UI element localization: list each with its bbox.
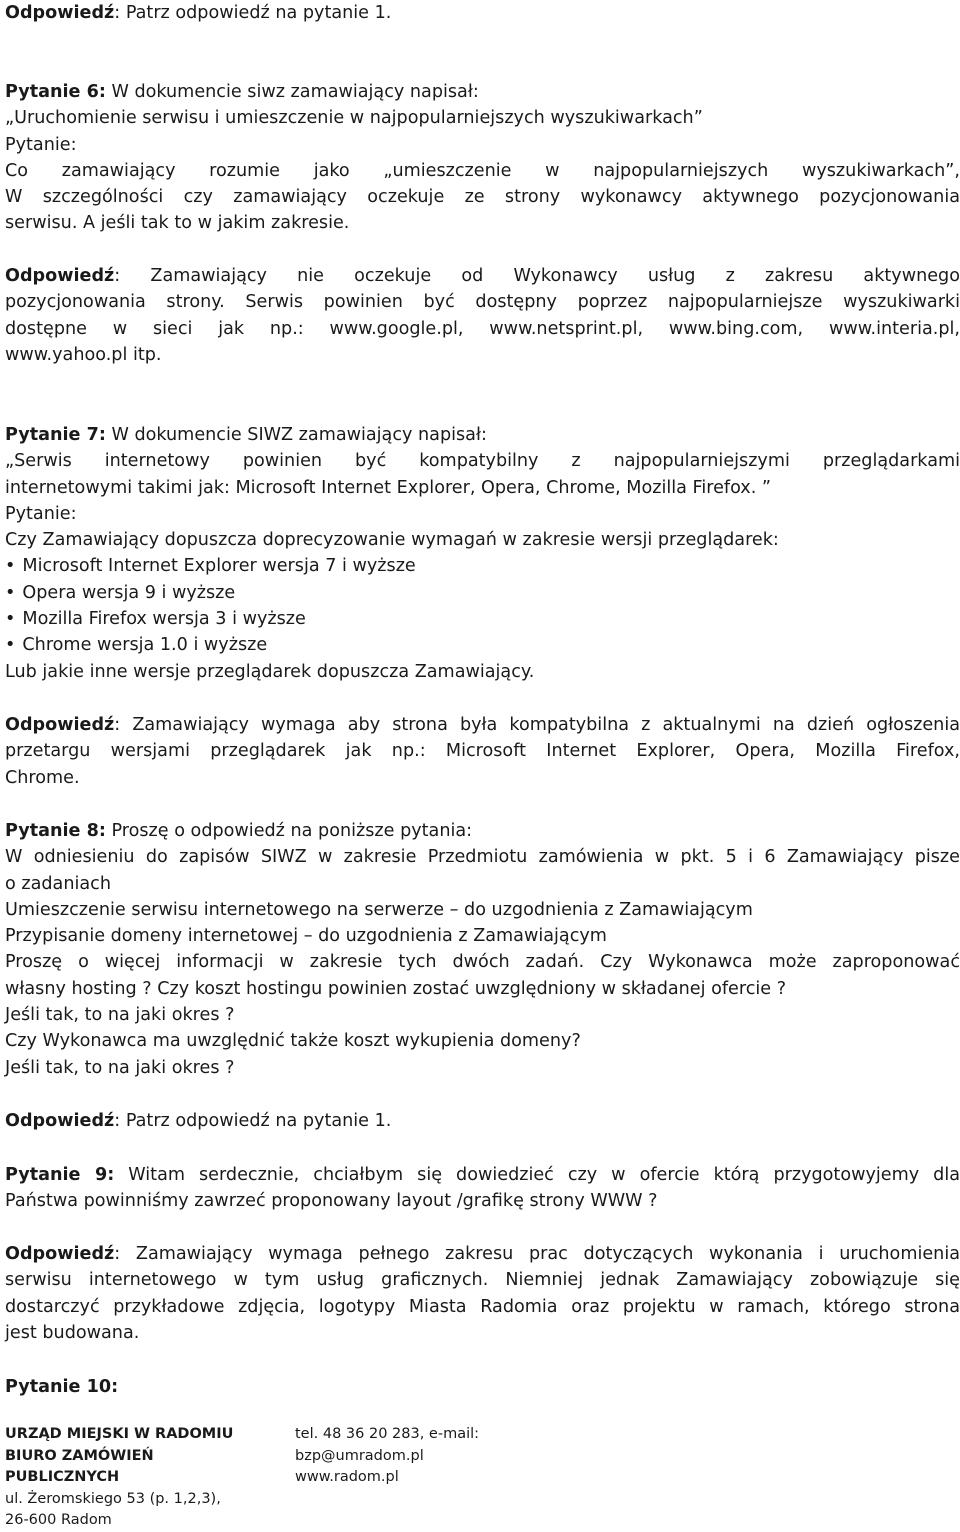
question-quote: „Uruchomienie serwisu i umieszczenie w najpopularniejszych wyszukiwarkach” (5, 108, 703, 129)
question-line: Witam serdecznie, chciałbym się dowiedzieć czy w ofercie którą przygotowyjemy dla (114, 1165, 960, 1185)
question-line: Umieszczenie serwisu internetowego na serwerze – do uzgodnienia z Zamawiającym (5, 899, 753, 920)
question-intro: Proszę o odpowiedź na poniższe pytania: (105, 821, 473, 841)
answer-line: jest budowana. (5, 1322, 140, 1343)
answer-line: : Zamawiający wymaga pełnego zakresu prac dotyczących wykonania i uruchomienia (114, 1244, 960, 1264)
answer-label: Odpowiedź (5, 715, 115, 735)
answer-line: : Zamawiający wymaga aby strona była kompatybilna z aktualnymi na dzień ogłoszenia (114, 715, 960, 735)
list-item: • Mozilla Firefox wersja 3 i wyższe (5, 606, 960, 632)
answer-label: Odpowiedź (5, 266, 115, 286)
question-line: Czy Wykonawca ma uwzględnić także koszt wykupienia domeny? (5, 1031, 581, 1052)
answer-6 (5, 263, 960, 368)
question-8 (5, 818, 960, 1081)
answer-line: : Patrz odpowiedź na pytanie 1. (114, 1111, 392, 1131)
top-answer (5, 0, 960, 26)
answer-label: Odpowiedź (5, 1111, 115, 1131)
question-label: Pytanie 7: (5, 425, 106, 445)
question-7 (5, 422, 960, 685)
answer-8 (5, 1108, 960, 1134)
answer-line: Chrome. (5, 767, 80, 788)
email-link[interactable]: bzp@umradom.pl (295, 1447, 424, 1464)
pytanie-label: Pytanie: (5, 503, 77, 524)
list-item: • Opera wersja 9 i wyższe (5, 580, 960, 606)
question-9 (5, 1162, 960, 1215)
question-label: Pytanie 9: (5, 1165, 115, 1185)
answer-line: serwisu internetowego w tym usług graficznych. Niemniej jednak Zamawiający zobowiązuje się (5, 1270, 960, 1291)
question-line: o zadaniach (5, 873, 111, 894)
org-dept: PUBLICZNYCH (5, 1469, 120, 1486)
phone: tel. 48 36 20 283, e-mail: (295, 1426, 480, 1442)
question-line: Jeśli tak, to na jaki okres ? (5, 1005, 235, 1026)
answer-label: Odpowiedź (5, 3, 115, 23)
answer-line: www.yahoo.pl itp. (5, 344, 162, 365)
footer-contact (295, 1424, 595, 1489)
answer-line: dostarczyć przykładowe zdjęcia, logotypy Miasta Radomia oraz projektu w ramach, którego strona (5, 1296, 960, 1317)
org-name: URZĄD MIEJSKI W RADOMIU (5, 1426, 234, 1442)
footer-address (5, 1424, 265, 1532)
question-intro: W dokumencie siwz zamawiający napisał: (105, 82, 479, 102)
question-line: Państwa powinniśmy zawrzeć proponowany layout /grafikę strony WWW ? (5, 1191, 658, 1212)
pytanie-label: Pytanie: (5, 134, 77, 155)
list-item: • Microsoft Internet Explorer wersja 7 i wyższe (5, 553, 960, 579)
street-address: ul. Żeromskiego 53 (p. 1,2,3), (5, 1490, 221, 1507)
question-line: Przypisanie domeny internetowej – do uzgodnienia z Zamawiającym (5, 926, 607, 947)
question-line: Co zamawiający rozumie jako „umieszczenie w najpopularniejszych wyszukiwarkach”, (5, 160, 960, 181)
question-line: Lub jakie inne wersje przeglądarek dopuszcza Zamawiający. (5, 661, 535, 682)
question-quote: internetowymi takimi jak: Microsoft Internet Explorer, Opera, Chrome, Mozilla Firefox. ” (5, 477, 772, 498)
browser-list (5, 553, 960, 658)
question-line: Jeśli tak, to na jaki okres ? (5, 1057, 235, 1078)
website-link[interactable]: www.radom.pl (295, 1469, 399, 1486)
question-10 (5, 1374, 960, 1400)
org-dept: BIURO ZAMÓWIEŃ (5, 1447, 154, 1464)
question-label: Pytanie 6: (5, 82, 106, 102)
answer-line: : Zamawiający nie oczekuje od Wykonawcy usług z zakresu aktywnego (114, 266, 960, 286)
list-item: • Chrome wersja 1.0 i wyższe (5, 632, 960, 658)
answer-label: Odpowiedź (5, 1244, 115, 1264)
question-quote: „Serwis internetowy powinien być kompatybilny z najpopularniejszymi przeglądarkami (5, 451, 960, 472)
answer-text: : Patrz odpowiedź na pytanie 1. (114, 3, 392, 23)
question-6 (5, 79, 960, 237)
answer-line: przetargu wersjami przeglądarek jak np.: Microsoft Internet Explorer, Opera, Mozilla Firefox, (5, 741, 960, 762)
question-line: Czy Zamawiający dopuszcza doprecyzowanie wymagań w zakresie wersji przeglądarek: (5, 530, 779, 551)
question-line: Proszę o więcej informacji w zakresie tych dwóch zadań. Czy Wykonawca może zaproponować (5, 952, 960, 973)
answer-9 (5, 1241, 960, 1346)
question-line: W szczególności czy zamawiający oczekuje ze strony wykonawcy aktywnego pozycjonowania (5, 187, 960, 208)
answer-line: dostępne w sieci jak np.: www.google.pl, www.netsprint.pl, www.bing.com, www.interia.pl, (5, 318, 960, 339)
question-line: serwisu. A jeśli tak to w jakim zakresie. (5, 213, 350, 234)
postal-address: 26-600 Radom (5, 1512, 112, 1529)
question-line: własny hosting ? Czy koszt hostingu powinien zostać uwzględniony w składanej ofercie ? (5, 978, 787, 999)
answer-line: pozycjonowania strony. Serwis powinien być dostępny poprzez najpopularniejsze wyszukiwarki (5, 292, 960, 313)
question-line: W odniesieniu do zapisów SIWZ w zakresie Przedmiotu zamówienia w pkt. 5 i 6 Zamawiający pisze (5, 847, 960, 868)
answer-7 (5, 712, 960, 791)
question-label: Pytanie 10: (5, 1377, 119, 1397)
question-intro: W dokumencie SIWZ zamawiający napisał: (105, 425, 487, 445)
question-label: Pytanie 8: (5, 821, 106, 841)
